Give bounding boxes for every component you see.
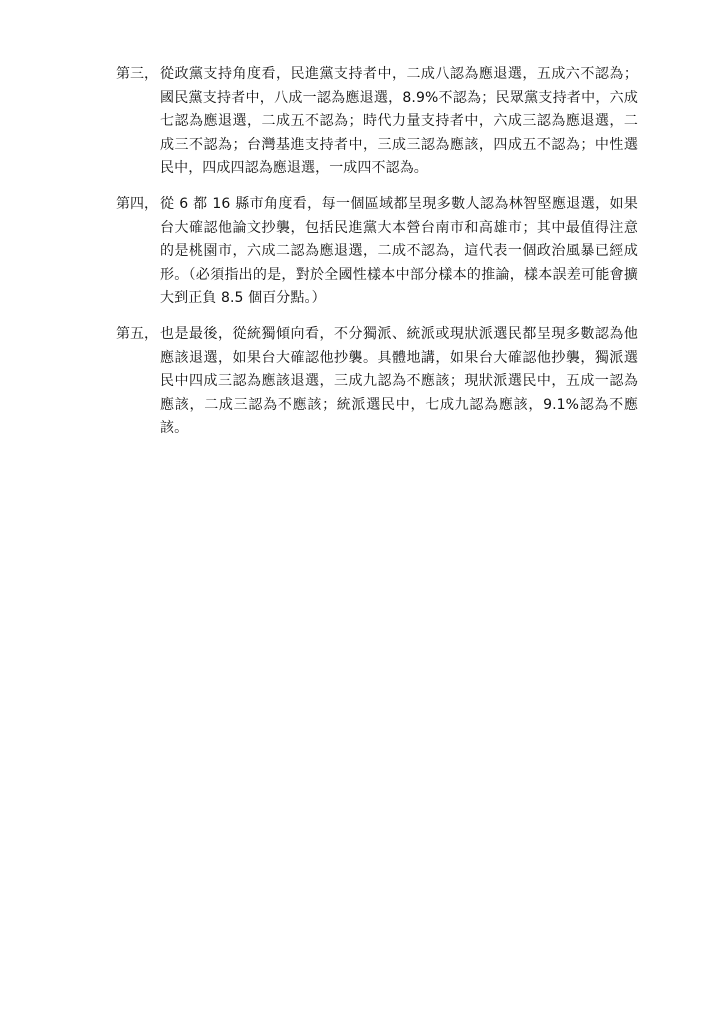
paragraph-text: 從政黨支持角度看，民進黨支持者中，二成八認為應退選，五成六不認為；國民黨支持者中，八成一認為應退選，8.9%不認為；民眾黨支持者中，六成七認為應退選，二成五不認為；時代力量支持者中，六成三認為應退選，二成三不認為；台灣基進支持者中，三成三認為應該，四成五不認為；中性選民中，四成四認為應退選，一成四不認為。	[160, 66, 638, 176]
paragraph-label: 第三，	[116, 66, 158, 82]
paragraph-label: 第四，	[116, 196, 158, 212]
paragraph-fourth	[116, 193, 638, 311]
paragraph-text: 也是最後，從統獨傾向看，不分獨派、統派或現狀派選民都呈現多數認為他應該退選，如果台大確認他抄襲。具體地講，如果台大確認他抄襲，獨派選民中四成三認為應該退選，三成九認為不應該；現狀派選民中，五成一認為應該，二成三認為不應該；統派選民中，七成九認為應該，9.1%認為不應該。	[160, 326, 638, 436]
paragraph-text: 從 6 都 16 縣市角度看，每一個區域都呈現多數人認為林智堅應退選，如果台大確認他論文抄襲，包括民進黨大本營台南市和高雄市；其中最值得注意的是桃園市，六成二認為應退選，二成不認為，這代表一個政治風暴已經成形。（必須指出的是，對於全國性樣本中部分樣本的推論，樣本誤差可能會擴大到正負 8.5 個百分點。）	[160, 196, 638, 306]
paragraph-label: 第五，	[116, 326, 158, 342]
paragraph-fifth	[116, 323, 638, 441]
paragraph-third	[116, 63, 638, 181]
